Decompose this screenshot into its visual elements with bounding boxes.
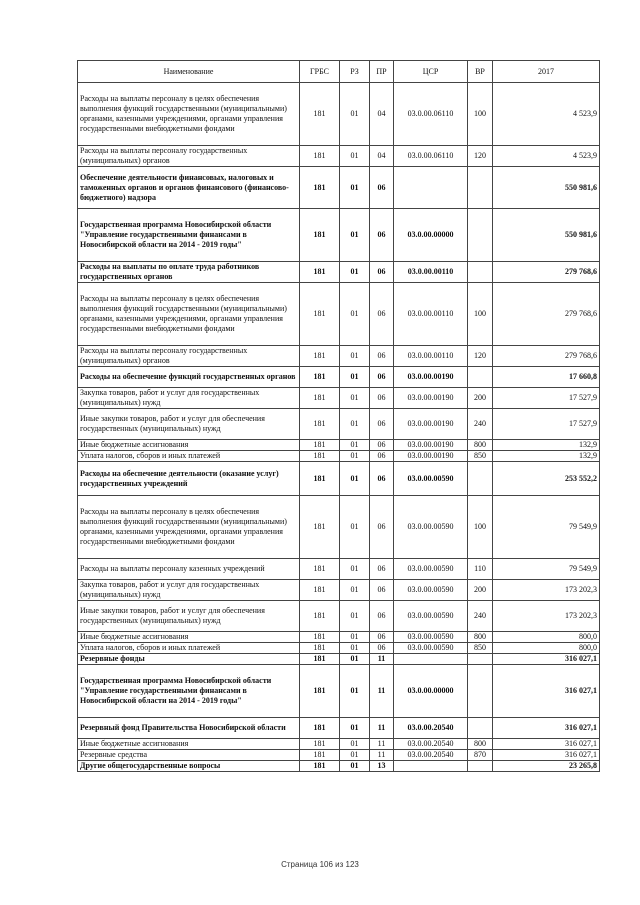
cell-amount: 800,0 [493, 632, 600, 643]
cell-name: Расходы на выплаты персоналу государственных (муниципальных) органов [78, 346, 300, 367]
table-row [78, 167, 600, 209]
cell-vr: 100 [468, 283, 493, 346]
cell-name: Обеспечение деятельности финансовых, налоговых и таможенных органов и органов финансового (финансово-бюджетного) надзора [78, 167, 300, 209]
cell-grbs: 181 [300, 451, 340, 462]
table-row [78, 451, 600, 462]
cell-name: Иные закупки товаров, работ и услуг для обеспечения государственных (муниципальных) нужд [78, 409, 300, 440]
cell-grbs: 181 [300, 440, 340, 451]
cell-rz: 01 [340, 739, 370, 750]
cell-csr: 03.0.00.00110 [394, 283, 468, 346]
cell-csr: 03.0.00.00000 [394, 665, 468, 718]
cell-rz: 01 [340, 209, 370, 262]
cell-csr [394, 654, 468, 665]
cell-amount: 173 202,3 [493, 580, 600, 601]
cell-vr [468, 761, 493, 772]
cell-grbs: 181 [300, 146, 340, 167]
cell-pr: 06 [370, 632, 394, 643]
table-body [78, 83, 600, 772]
cell-pr: 11 [370, 654, 394, 665]
cell-name: Закупка товаров, работ и услуг для государственных (муниципальных) нужд [78, 388, 300, 409]
cell-pr: 06 [370, 346, 394, 367]
cell-vr: 110 [468, 559, 493, 580]
cell-grbs: 181 [300, 643, 340, 654]
cell-pr: 06 [370, 451, 394, 462]
cell-csr: 03.0.00.00590 [394, 559, 468, 580]
cell-pr: 11 [370, 750, 394, 761]
cell-grbs: 181 [300, 409, 340, 440]
cell-pr: 11 [370, 665, 394, 718]
cell-amount: 316 027,1 [493, 739, 600, 750]
cell-vr [468, 665, 493, 718]
cell-amount: 279 768,6 [493, 346, 600, 367]
budget-table [77, 60, 600, 772]
cell-csr: 03.0.00.00190 [394, 451, 468, 462]
cell-amount: 17 660,8 [493, 367, 600, 388]
cell-csr: 03.0.00.00590 [394, 632, 468, 643]
cell-pr: 06 [370, 388, 394, 409]
cell-rz: 01 [340, 409, 370, 440]
cell-name: Расходы на обеспечение деятельности (оказание услуг) государственных учреждений [78, 462, 300, 496]
cell-vr: 200 [468, 580, 493, 601]
table-row [78, 718, 600, 739]
page-number: Страница 106 из 123 [281, 860, 359, 869]
cell-grbs: 181 [300, 580, 340, 601]
cell-vr: 120 [468, 146, 493, 167]
cell-vr: 200 [468, 388, 493, 409]
table-row [78, 283, 600, 346]
cell-grbs: 181 [300, 346, 340, 367]
table-row [78, 440, 600, 451]
cell-vr: 870 [468, 750, 493, 761]
cell-name: Расходы на выплаты персоналу казенных учреждений [78, 559, 300, 580]
cell-csr: 03.0.00.00110 [394, 262, 468, 283]
cell-name: Другие общегосударственные вопросы [78, 761, 300, 772]
cell-vr [468, 718, 493, 739]
cell-amount: 316 027,1 [493, 750, 600, 761]
cell-rz: 01 [340, 761, 370, 772]
table-row [78, 559, 600, 580]
cell-name: Закупка товаров, работ и услуг для государственных (муниципальных) нужд [78, 580, 300, 601]
cell-pr: 06 [370, 462, 394, 496]
cell-rz: 01 [340, 496, 370, 559]
table-row [78, 580, 600, 601]
cell-rz: 01 [340, 654, 370, 665]
cell-amount: 550 981,6 [493, 167, 600, 209]
cell-pr: 06 [370, 496, 394, 559]
table-row [78, 761, 600, 772]
cell-pr: 06 [370, 209, 394, 262]
cell-pr: 11 [370, 718, 394, 739]
cell-pr: 04 [370, 83, 394, 146]
cell-rz: 01 [340, 451, 370, 462]
table-row [78, 496, 600, 559]
header-year: 2017 [493, 61, 600, 83]
cell-rz: 01 [340, 643, 370, 654]
cell-name: Государственная программа Новосибирской области "Управление государственными финансами в Новосибирской области на 2014 - 2019 годы" [78, 665, 300, 718]
cell-pr: 06 [370, 601, 394, 632]
cell-pr: 04 [370, 146, 394, 167]
cell-vr: 800 [468, 632, 493, 643]
table-row [78, 388, 600, 409]
cell-rz: 01 [340, 665, 370, 718]
table-row [78, 739, 600, 750]
cell-csr: 03.0.00.20540 [394, 718, 468, 739]
table-header-row [78, 61, 600, 83]
cell-amount: 173 202,3 [493, 601, 600, 632]
cell-grbs: 181 [300, 388, 340, 409]
cell-amount: 316 027,1 [493, 718, 600, 739]
cell-name: Расходы на выплаты персоналу в целях обеспечения выполнения функций государственными (муниципальными) органами, казенными учреждениями, органами управления государственными внебюджетными фондами [78, 496, 300, 559]
header-vr: ВР [468, 61, 493, 83]
cell-vr [468, 654, 493, 665]
cell-csr: 03.0.00.00590 [394, 462, 468, 496]
cell-vr: 850 [468, 451, 493, 462]
cell-vr: 240 [468, 409, 493, 440]
cell-name: Государственная программа Новосибирской области "Управление государственными финансами в Новосибирской области на 2014 - 2019 годы" [78, 209, 300, 262]
table-row [78, 367, 600, 388]
cell-grbs: 181 [300, 209, 340, 262]
cell-amount: 17 527,9 [493, 388, 600, 409]
cell-rz: 01 [340, 601, 370, 632]
cell-name: Иные бюджетные ассигнования [78, 440, 300, 451]
cell-grbs: 181 [300, 262, 340, 283]
table-row [78, 262, 600, 283]
cell-rz: 01 [340, 632, 370, 643]
cell-rz: 01 [340, 750, 370, 761]
cell-pr: 06 [370, 367, 394, 388]
cell-rz: 01 [340, 83, 370, 146]
cell-csr: 03.0.00.00190 [394, 409, 468, 440]
cell-vr: 100 [468, 496, 493, 559]
table-row [78, 146, 600, 167]
cell-amount: 279 768,6 [493, 283, 600, 346]
cell-name: Иные закупки товаров, работ и услуг для обеспечения государственных (муниципальных) нужд [78, 601, 300, 632]
table-row [78, 83, 600, 146]
cell-rz: 01 [340, 367, 370, 388]
cell-vr: 800 [468, 440, 493, 451]
table-row [78, 601, 600, 632]
cell-amount: 550 981,6 [493, 209, 600, 262]
cell-name: Расходы на обеспечение функций государственных органов [78, 367, 300, 388]
table-row [78, 209, 600, 262]
cell-amount: 132,9 [493, 440, 600, 451]
cell-grbs: 181 [300, 654, 340, 665]
cell-pr: 06 [370, 559, 394, 580]
cell-grbs: 181 [300, 718, 340, 739]
cell-vr [468, 367, 493, 388]
cell-csr [394, 167, 468, 209]
cell-vr [468, 167, 493, 209]
cell-grbs: 181 [300, 462, 340, 496]
cell-rz: 01 [340, 559, 370, 580]
cell-csr: 03.0.00.00110 [394, 346, 468, 367]
cell-pr: 06 [370, 262, 394, 283]
cell-name: Расходы на выплаты по оплате труда работников государственных органов [78, 262, 300, 283]
cell-rz: 01 [340, 167, 370, 209]
cell-name: Уплата налогов, сборов и иных платежей [78, 451, 300, 462]
cell-csr [394, 761, 468, 772]
cell-pr: 06 [370, 167, 394, 209]
cell-rz: 01 [340, 146, 370, 167]
cell-csr: 03.0.00.00590 [394, 601, 468, 632]
cell-grbs: 181 [300, 601, 340, 632]
cell-pr: 13 [370, 761, 394, 772]
cell-vr: 240 [468, 601, 493, 632]
table-row [78, 643, 600, 654]
cell-grbs: 181 [300, 739, 340, 750]
cell-vr [468, 262, 493, 283]
cell-vr: 800 [468, 739, 493, 750]
cell-name: Расходы на выплаты персоналу в целях обеспечения выполнения функций государственными (муниципальными) органами, казенными учреждениями, органами управления государственными внебюджетными фондами [78, 83, 300, 146]
cell-rz: 01 [340, 718, 370, 739]
cell-pr: 06 [370, 283, 394, 346]
cell-csr: 03.0.00.00590 [394, 643, 468, 654]
cell-grbs: 181 [300, 665, 340, 718]
cell-name: Уплата налогов, сборов и иных платежей [78, 643, 300, 654]
cell-csr: 03.0.00.00590 [394, 580, 468, 601]
cell-vr: 850 [468, 643, 493, 654]
header-grbs: ГРБС [300, 61, 340, 83]
header-rz: РЗ [340, 61, 370, 83]
cell-grbs: 181 [300, 632, 340, 643]
cell-csr: 03.0.00.00190 [394, 388, 468, 409]
table-row [78, 632, 600, 643]
cell-rz: 01 [340, 346, 370, 367]
cell-amount: 800,0 [493, 643, 600, 654]
table-row [78, 462, 600, 496]
cell-rz: 01 [340, 388, 370, 409]
cell-amount: 4 523,9 [493, 83, 600, 146]
cell-csr: 03.0.00.20540 [394, 750, 468, 761]
table-row [78, 750, 600, 761]
cell-amount: 316 027,1 [493, 665, 600, 718]
cell-grbs: 181 [300, 167, 340, 209]
table-row [78, 409, 600, 440]
cell-csr: 03.0.00.20540 [394, 739, 468, 750]
cell-name: Резервный фонд Правительства Новосибирской области [78, 718, 300, 739]
cell-amount: 23 265,8 [493, 761, 600, 772]
cell-rz: 01 [340, 580, 370, 601]
cell-rz: 01 [340, 462, 370, 496]
cell-pr: 11 [370, 739, 394, 750]
cell-name: Иные бюджетные ассигнования [78, 739, 300, 750]
cell-csr: 03.0.00.06110 [394, 146, 468, 167]
header-name: Наименование [78, 61, 300, 83]
cell-amount: 316 027,1 [493, 654, 600, 665]
cell-amount: 79 549,9 [493, 559, 600, 580]
cell-name: Резервные средства [78, 750, 300, 761]
cell-vr: 120 [468, 346, 493, 367]
table-row [78, 654, 600, 665]
cell-amount: 79 549,9 [493, 496, 600, 559]
cell-grbs: 181 [300, 283, 340, 346]
cell-csr: 03.0.00.00000 [394, 209, 468, 262]
cell-name: Иные бюджетные ассигнования [78, 632, 300, 643]
cell-pr: 06 [370, 580, 394, 601]
header-csr: ЦСР [394, 61, 468, 83]
cell-amount: 253 552,2 [493, 462, 600, 496]
cell-csr: 03.0.00.00190 [394, 367, 468, 388]
cell-vr [468, 209, 493, 262]
cell-rz: 01 [340, 262, 370, 283]
cell-grbs: 181 [300, 559, 340, 580]
cell-amount: 279 768,6 [493, 262, 600, 283]
cell-amount: 132,9 [493, 451, 600, 462]
cell-rz: 01 [340, 283, 370, 346]
cell-name: Резервные фонды [78, 654, 300, 665]
cell-pr: 06 [370, 409, 394, 440]
table-row [78, 665, 600, 718]
cell-csr: 03.0.00.06110 [394, 83, 468, 146]
header-pr: ПР [370, 61, 394, 83]
cell-grbs: 181 [300, 761, 340, 772]
cell-csr: 03.0.00.00590 [394, 496, 468, 559]
cell-name: Расходы на выплаты персоналу государственных (муниципальных) органов [78, 146, 300, 167]
cell-rz: 01 [340, 440, 370, 451]
cell-name: Расходы на выплаты персоналу в целях обеспечения выполнения функций государственными (муниципальными) органами, казенными учреждениями, органами управления государственными внебюджетными фондами [78, 283, 300, 346]
cell-amount: 4 523,9 [493, 146, 600, 167]
cell-grbs: 181 [300, 367, 340, 388]
cell-csr: 03.0.00.00190 [394, 440, 468, 451]
cell-pr: 06 [370, 643, 394, 654]
cell-grbs: 181 [300, 496, 340, 559]
cell-vr: 100 [468, 83, 493, 146]
cell-vr [468, 462, 493, 496]
cell-amount: 17 527,9 [493, 409, 600, 440]
cell-pr: 06 [370, 440, 394, 451]
table-row [78, 346, 600, 367]
cell-grbs: 181 [300, 83, 340, 146]
cell-grbs: 181 [300, 750, 340, 761]
